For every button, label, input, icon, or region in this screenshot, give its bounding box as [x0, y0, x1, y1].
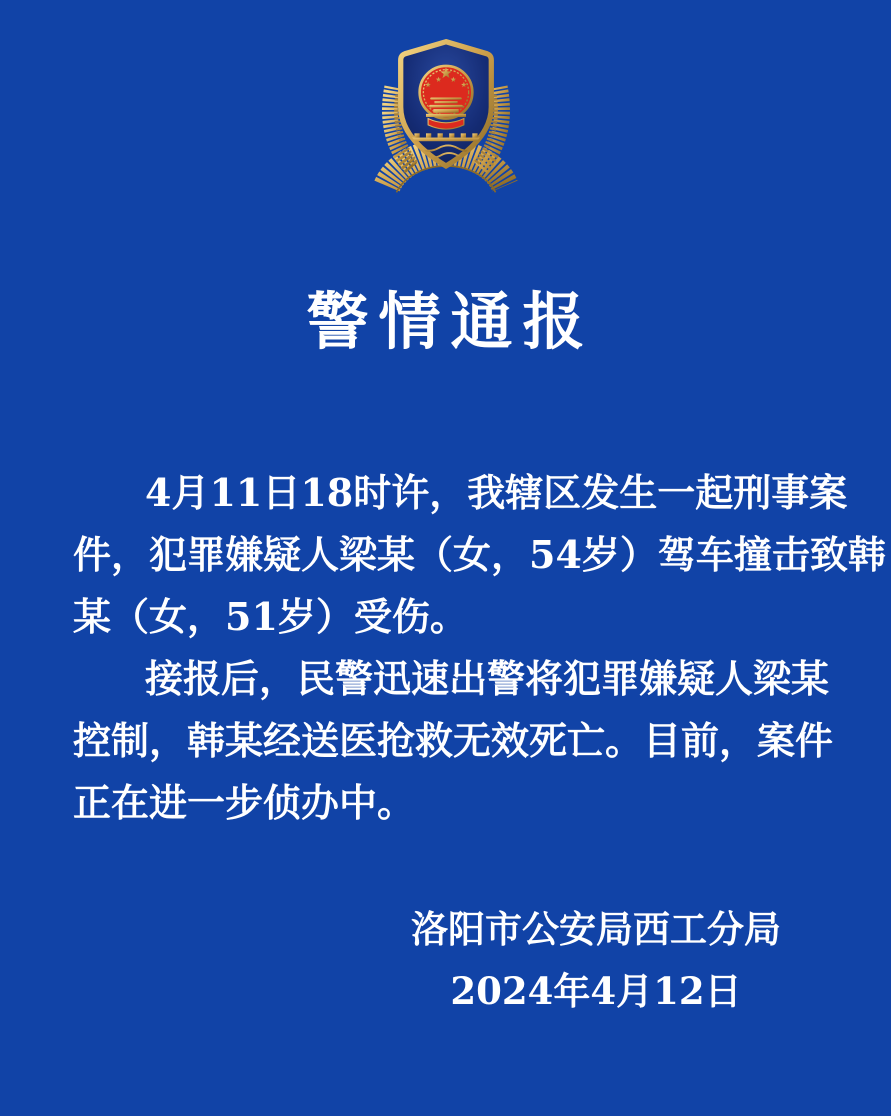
body-line-2: 件，犯罪嫌疑人梁某（女，54岁）驾车撞击致韩 [73, 532, 886, 577]
notice-title: 警情通报 [306, 285, 595, 358]
police-emblem-icon [367, 30, 525, 204]
signature-block [411, 898, 781, 1022]
body-line-1: 4月11日18时许，我辖区发生一起刑事案 [145, 470, 848, 515]
body-line-5: 控制，韩某经送医抢救无效死亡。目前，案件 [73, 718, 834, 763]
notice-body [73, 462, 886, 834]
issue-date: 2024年4月12日 [450, 969, 742, 1013]
body-line-3: 某（女，51岁）受伤。 [73, 594, 468, 639]
issuer-name: 洛阳市公安局西工分局 [411, 907, 781, 951]
body-line-4: 接报后，民警迅速出警将犯罪嫌疑人梁某 [145, 656, 830, 701]
body-line-6: 正在进一步侦办中。 [73, 780, 416, 825]
